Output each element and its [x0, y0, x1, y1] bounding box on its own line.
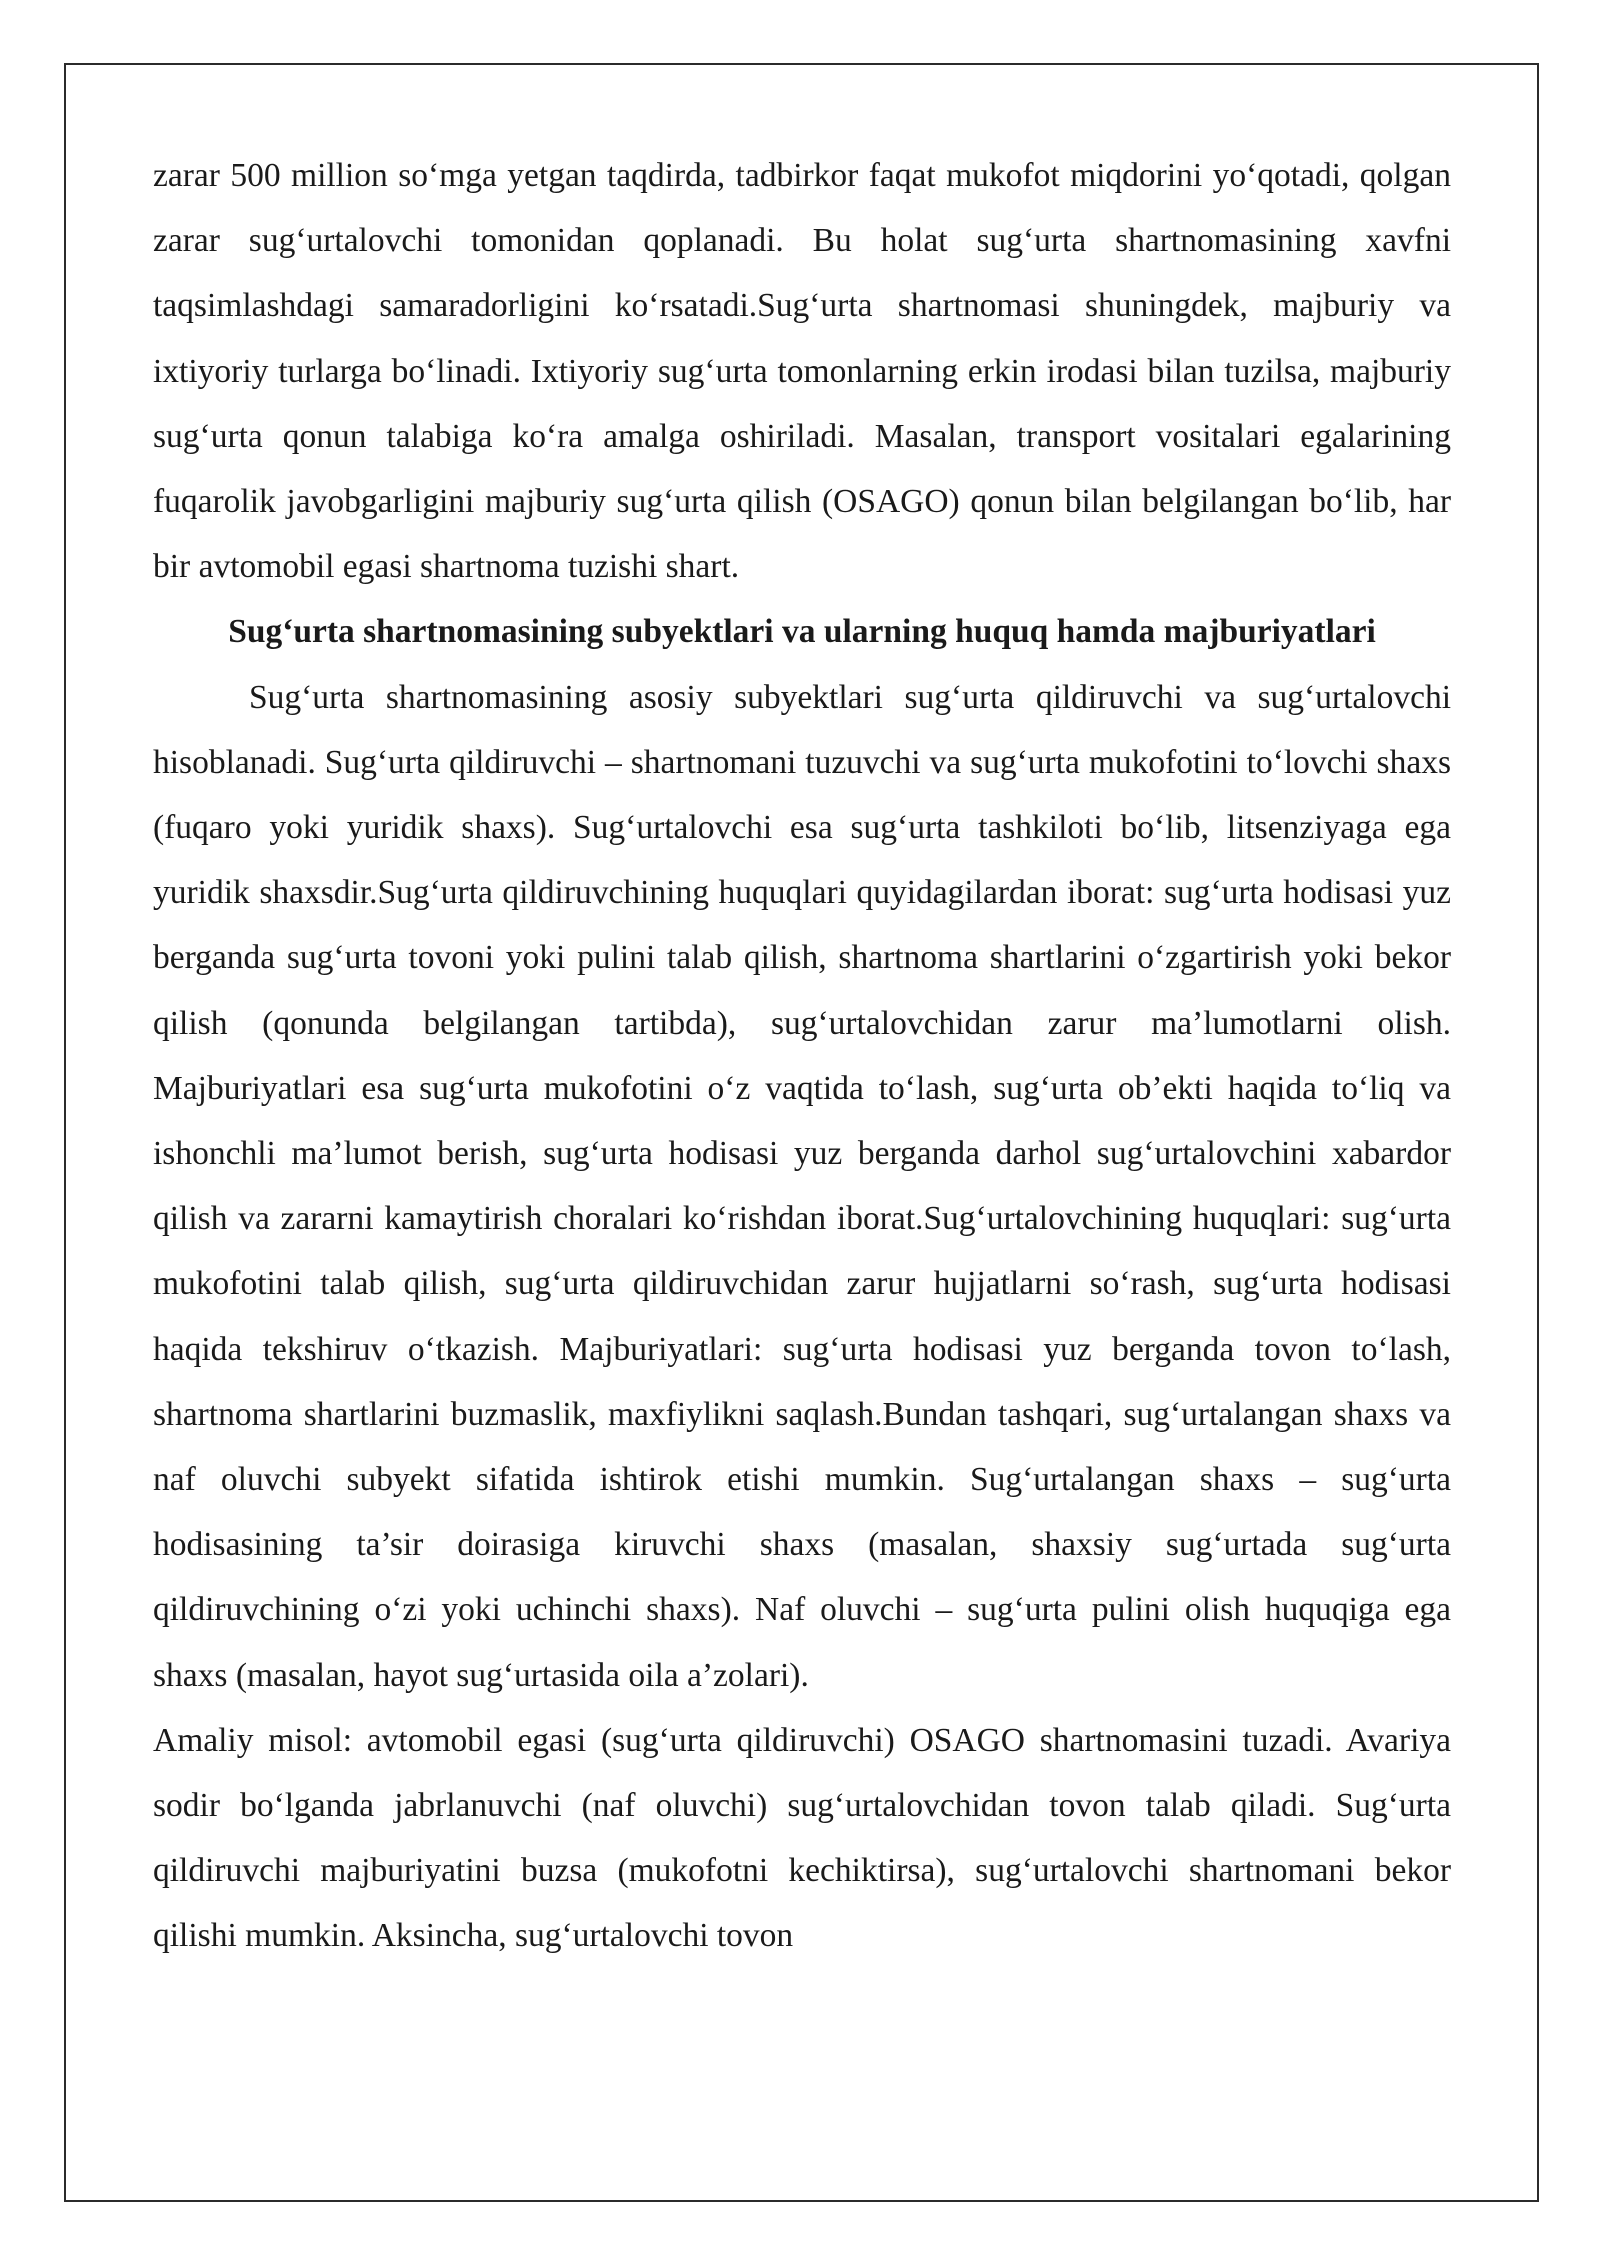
document-body — [153, 143, 1451, 1969]
section-heading: Sug‘urta shartnomasining subyektlari va ularning huquq hamda majburiyatlari — [228, 613, 1376, 651]
paragraph-continuation: zarar 500 million so‘mga yetgan taqdirda, tadbirkor faqat mukofot miqdorini yo‘qotadi, qolgan zarar sug‘urtalovchi tomonidan qoplanadi. Bu holat sug‘urta shartnomasining xavfni taqsimlashdagi samaradorligini ko‘rsatadi.Sug‘urta shartnomasi shuningdek, majburiy va ixtiyoriy turlarga bo‘linadi. Ixtiyoriy sug‘urta tomonlarning erkin irodasi bilan tuzilsa, majburiy sug‘urta qonun talabiga ko‘ra amalga oshiriladi. Masalan, transport vositalari egalarining fuqarolik javobgarligini majburiy sug‘urta qilish (OSAGO) qonun bilan belgilangan bo‘lib, har bir avtomobil egasi shartnoma tuzishi shart. — [153, 157, 1451, 586]
paragraph-practical-example: Amaliy misol: avtomobil egasi (sug‘urta qildiruvchi) OSAGO shartnomasini tuzadi. Avariya sodir bo‘lganda jabrlanuvchi (naf oluvchi) sug‘urtalovchidan tovon talab qiladi. Sug‘urta qildiruvchi majburiyatini buzsa (mukofotni kechiktirsa), sug‘urtalovchi shartnomani bekor qilishi mumkin. Aksincha, sug‘urtalovchi tovon — [153, 1721, 1451, 1955]
paragraph-subjects: Sug‘urta shartnomasining asosiy subyektlari sug‘urta qildiruvchi va sug‘urtalovchi hisoblanadi. Sug‘urta qildiruvchi – shartnomani tuzuvchi va sug‘urta mukofotini to‘lovchi shaxs (fuqaro yoki yuridik shaxs). Sug‘urtalovchi esa sug‘urta tashkiloti bo‘lib, litsenziyaga ega yuridik shaxsdir.Sug‘urta qildiruvchining huquqlari quyidagilardan iborat: sug‘urta hodisasi yuz berganda sug‘urta tovoni yoki pulini talab qilish, shartnoma shartlarini o‘zgartirish yoki bekor qilish (qonunda belgilangan tartibda), sug‘urtalovchidan zarur ma’lumotlarni olish. Majburiyatlari esa sug‘urta mukofotini o‘z vaqtida to‘lash, sug‘urta ob’ekti haqida to‘liq va ishonchli ma’lumot berish, sug‘urta hodisasi yuz berganda darhol sug‘urtalovchini xabardor qilish va zararni kamaytirish choralari ko‘rishdan iborat.Sug‘urtalovchining huquqlari: sug‘urta mukofotini talab qilish, sug‘urta qildiruvchidan zarur hujjatlarni so‘rash, sug‘urta hodisasi haqida tekshiruv o‘tkazish. Majburiyatlari: sug‘urta hodisasi yuz berganda tovon to‘lash, shartnoma shartlarini buzmaslik, maxfiylikni saqlash.Bundan tashqari, sug‘urtalangan shaxs va naf oluvchi subyekt sifatida ishtirok etishi mumkin. Sug‘urtalangan shaxs – sug‘urta hodisasining ta’sir doirasiga kiruvchi shaxs (masalan, shaxsiy sug‘urtada sug‘urta qildiruvchining o‘zi yoki uchinchi shaxs). Naf oluvchi – sug‘urta pulini olish huquqiga ega shaxs (masalan, hayot sug‘urtasida oila a’zolari). — [153, 678, 1451, 1694]
